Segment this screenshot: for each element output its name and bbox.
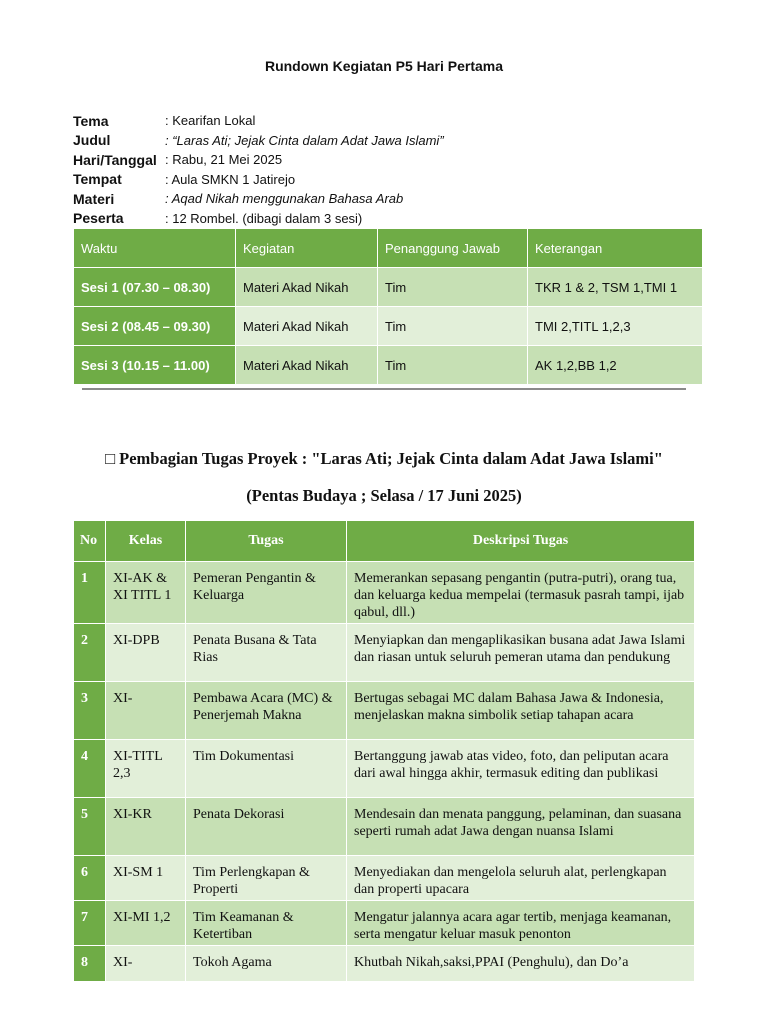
task-row bbox=[74, 945, 695, 981]
task-cell-no: 5 bbox=[74, 797, 106, 855]
task-header-cell: Kelas bbox=[106, 521, 186, 561]
task-cell-no: 3 bbox=[74, 681, 106, 739]
meta-value: : Rabu, 21 Mei 2025 bbox=[165, 152, 283, 168]
task-cell-deskripsi: Bertugas sebagai MC dalam Bahasa Jawa & Indonesia, menjelaskan makna simbolik setiap tahapan acara bbox=[347, 681, 695, 739]
task-cell-deskripsi: Menyediakan dan mengelola seluruh alat, perlengkapan dan properti upacara bbox=[347, 855, 695, 900]
task-row bbox=[74, 855, 695, 900]
schedule-table bbox=[74, 229, 703, 385]
task-cell-tugas: Pembawa Acara (MC) & Penerjemah Makna bbox=[186, 681, 347, 739]
meta-row-peserta bbox=[73, 209, 444, 229]
task-cell-no: 6 bbox=[74, 855, 106, 900]
task-cell-tugas: Penata Busana & Tata Rias bbox=[186, 623, 347, 681]
task-row bbox=[74, 681, 695, 739]
schedule-cell-keterangan: TMI 2,TITL 1,2,3 bbox=[528, 307, 703, 346]
task-cell-kelas: XI-MI 1,2 bbox=[106, 900, 186, 945]
task-header-cell: Deskripsi Tugas bbox=[347, 521, 695, 561]
schedule-cell-keterangan: AK 1,2,BB 1,2 bbox=[528, 346, 703, 385]
schedule-row bbox=[74, 307, 703, 346]
task-row bbox=[74, 739, 695, 797]
divider-line bbox=[82, 388, 686, 390]
task-cell-kelas: XI- bbox=[106, 945, 186, 981]
task-cell-tugas: Tim Perlengkapan & Properti bbox=[186, 855, 347, 900]
task-cell-no: 8 bbox=[74, 945, 106, 981]
schedule-cell-kegiatan: Materi Akad Nikah bbox=[236, 307, 378, 346]
meta-key: Judul bbox=[73, 132, 111, 149]
task-row bbox=[74, 623, 695, 681]
schedule-row bbox=[74, 346, 703, 385]
task-cell-deskripsi: Khutbah Nikah,saksi,PPAI (Penghulu), dan Do’a bbox=[347, 945, 695, 981]
schedule-cell-kegiatan: Materi Akad Nikah bbox=[236, 268, 378, 307]
meta-value: : Aqad Nikah menggunakan Bahasa Arab bbox=[165, 191, 404, 207]
meta-row-materi bbox=[73, 189, 444, 209]
task-cell-kelas: XI-KR bbox=[106, 797, 186, 855]
task-header-cell: No bbox=[74, 521, 106, 561]
meta-row-tema bbox=[73, 111, 444, 131]
meta-key: Materi bbox=[73, 190, 115, 207]
task-cell-kelas: XI-DPB bbox=[106, 623, 186, 681]
schedule-cell-penanggung-jawab: Tim bbox=[378, 307, 528, 346]
task-cell-no: 4 bbox=[74, 739, 106, 797]
task-row bbox=[74, 900, 695, 945]
task-row bbox=[74, 797, 695, 855]
meta-value: : “Laras Ati; Jejak Cinta dalam Adat Jawa Islami” bbox=[165, 132, 444, 148]
task-header-cell: Tugas bbox=[186, 521, 347, 561]
task-cell-tugas: Pemeran Pengantin & Keluarga bbox=[186, 561, 347, 623]
task-header-row bbox=[74, 521, 695, 561]
task-cell-deskripsi: Bertanggung jawab atas video, foto, dan peliputan acara dari awal hingga akhir, termasuk editing dan publikasi bbox=[347, 739, 695, 797]
meta-key: Hari/Tanggal bbox=[73, 151, 157, 168]
meta-row-hari-tanggal bbox=[73, 150, 444, 170]
task-cell-kelas: XI-AK & XI TITL 1 bbox=[106, 561, 186, 623]
schedule-header-cell: Keterangan bbox=[528, 229, 703, 268]
schedule-header-cell: Kegiatan bbox=[236, 229, 378, 268]
schedule-cell-waktu: Sesi 1 (07.30 – 08.30) bbox=[74, 268, 236, 307]
schedule-row bbox=[74, 268, 703, 307]
schedule-cell-keterangan: TKR 1 & 2, TSM 1,TMI 1 bbox=[528, 268, 703, 307]
task-cell-tugas: Tim Keamanan & Ketertiban bbox=[186, 900, 347, 945]
schedule-header-cell: Waktu bbox=[74, 229, 236, 268]
task-cell-tugas: Tokoh Agama bbox=[186, 945, 347, 981]
schedule-cell-penanggung-jawab: Tim bbox=[378, 346, 528, 385]
task-cell-tugas: Penata Dekorasi bbox=[186, 797, 347, 855]
schedule-header-cell: Penanggung Jawab bbox=[378, 229, 528, 268]
meta-value: : Kearifan Lokal bbox=[165, 113, 256, 129]
schedule-header-row bbox=[74, 229, 703, 268]
project-subheading: (Pentas Budaya ; Selasa / 17 Juni 2025) bbox=[246, 486, 522, 505]
task-cell-kelas: XI- bbox=[106, 681, 186, 739]
meta-row-tempat bbox=[73, 170, 444, 190]
meta-key: Peserta bbox=[73, 210, 124, 227]
task-cell-deskripsi: Mendesain dan menata panggung, pelaminan, dan suasana seperti rumah adat Jawa dengan nuansa Islami bbox=[347, 797, 695, 855]
task-cell-deskripsi: Mengatur jalannya acara agar tertib, menjaga keamanan, serta mengatur keluar masuk penonton bbox=[347, 900, 695, 945]
task-cell-no: 7 bbox=[74, 900, 106, 945]
task-row bbox=[74, 561, 695, 623]
schedule-cell-waktu: Sesi 2 (08.45 – 09.30) bbox=[74, 307, 236, 346]
schedule-cell-waktu: Sesi 3 (10.15 – 11.00) bbox=[74, 346, 236, 385]
meta-key: Tema bbox=[73, 112, 109, 129]
task-cell-kelas: XI-TITL 2,3 bbox=[106, 739, 186, 797]
meta-key: Tempat bbox=[73, 171, 122, 188]
task-cell-no: 1 bbox=[74, 561, 106, 623]
task-cell-kelas: XI-SM 1 bbox=[106, 855, 186, 900]
task-cell-no: 2 bbox=[74, 623, 106, 681]
meta-value: : 12 Rombel. (dibagi dalam 3 sesi) bbox=[165, 210, 363, 226]
document-title: Rundown Kegiatan P5 Hari Pertama bbox=[264, 58, 504, 74]
meta-block bbox=[73, 111, 444, 228]
task-cell-deskripsi: Memerankan sepasang pengantin (putra-putri), orang tua, dan keluarga kedua mempelai (termasuk pasrah tampi, ijab qabul, dll.) bbox=[347, 561, 695, 623]
project-heading: □ Pembagian Tugas Proyek : "Laras Ati; Jejak Cinta dalam Adat Jawa Islami" bbox=[105, 449, 663, 468]
meta-value: : Aula SMKN 1 Jatirejo bbox=[165, 171, 296, 187]
schedule-cell-kegiatan: Materi Akad Nikah bbox=[236, 346, 378, 385]
schedule-cell-penanggung-jawab: Tim bbox=[378, 268, 528, 307]
task-cell-deskripsi: Menyiapkan dan mengaplikasikan busana adat Jawa Islami dan riasan untuk seluruh pemeran utama dan pendukung bbox=[347, 623, 695, 681]
meta-row-judul bbox=[73, 131, 444, 151]
task-cell-tugas: Tim Dokumentasi bbox=[186, 739, 347, 797]
task-table bbox=[74, 521, 695, 981]
